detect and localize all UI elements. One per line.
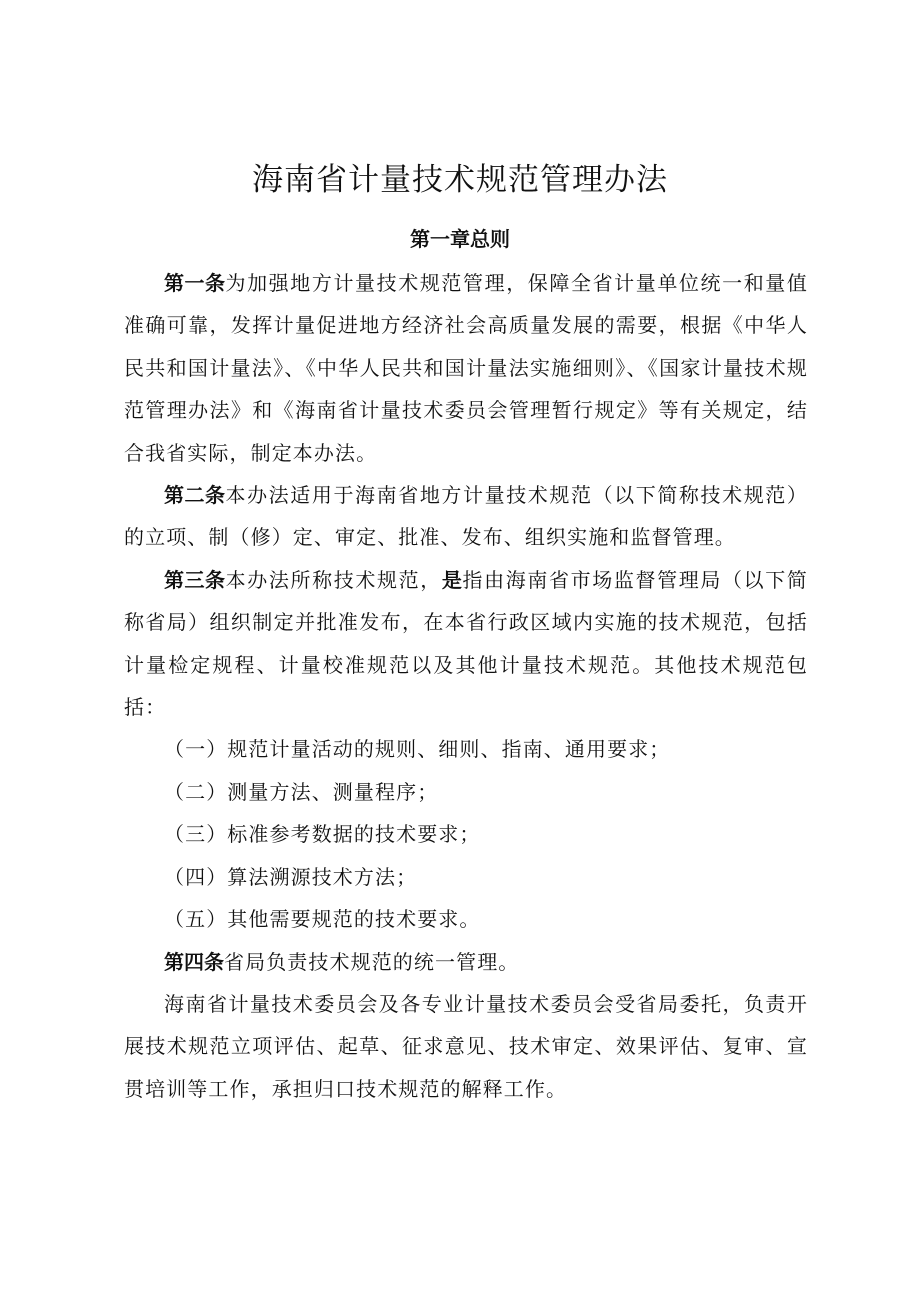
article-3-number: 第三条 <box>164 567 226 592</box>
article-2-number: 第二条 <box>164 483 226 508</box>
article-3 <box>124 559 808 729</box>
chapter-heading: 第一章总则 <box>410 227 510 251</box>
article-3-item-4: （四）算法溯源技术方法； <box>164 864 418 889</box>
article-3-text-after: 指由海南省市场监督管理局（以下简称省局）组织制定并批准发布，在本省行政区域内实施的技术规范，包括计量检定规程、计量校准规范以及其他计量技术规范。其他技术规范包括： <box>124 567 808 720</box>
article-3-emphasis: 是 <box>441 567 463 592</box>
document-title: 海南省计量技术规范管理办法 <box>252 162 668 198</box>
document-body <box>124 262 808 1110</box>
article-1-text: 为加强地方计量技术规范管理，保障全省计量单位统一和量值准确可靠，发挥计量促进地方经济社会高质量发展的需要，根据《中华人民共和国计量法》、《中华人民共和国计量法实施细则》、《国家计量技术规范管理办法》和《海南省计量技术委员会管理暂行规定》等有关规定，结合我省实际，制定本办法。 <box>124 271 809 465</box>
article-1 <box>124 262 808 474</box>
article-3-item-5: （五）其他需要规范的技术要求。 <box>164 907 481 932</box>
article-4 <box>124 941 808 983</box>
article-4-number: 第四条 <box>164 949 224 974</box>
article-2 <box>124 474 808 559</box>
article-3-item-2: （二）测量方法、测量程序； <box>164 779 439 804</box>
article-2-text: 本办法适用于海南省地方计量技术规范（以下简称技术规范）的立项、制（修）定、审定、批准、发布、组织实施和监督管理。 <box>124 483 809 550</box>
article-3-text-before: 本办法所称技术规范， <box>225 567 442 592</box>
article-4-continuation: 海南省计量技术委员会及各专业计量技术委员会受省局委托，负责开展技术规范立项评估、起草、征求意见、技术审定、效果评估、复审、宣贯培训等工作，承担归口技术规范的解释工作。 <box>124 991 808 1101</box>
article-4-text: 省局负责技术规范的统一管理。 <box>224 949 520 974</box>
article-3-item-1: （一）规范计量活动的规则、细则、指南、通用要求； <box>164 737 671 762</box>
article-1-number: 第一条 <box>164 271 226 295</box>
article-3-item-3: （三）标准参考数据的技术要求； <box>164 822 481 847</box>
